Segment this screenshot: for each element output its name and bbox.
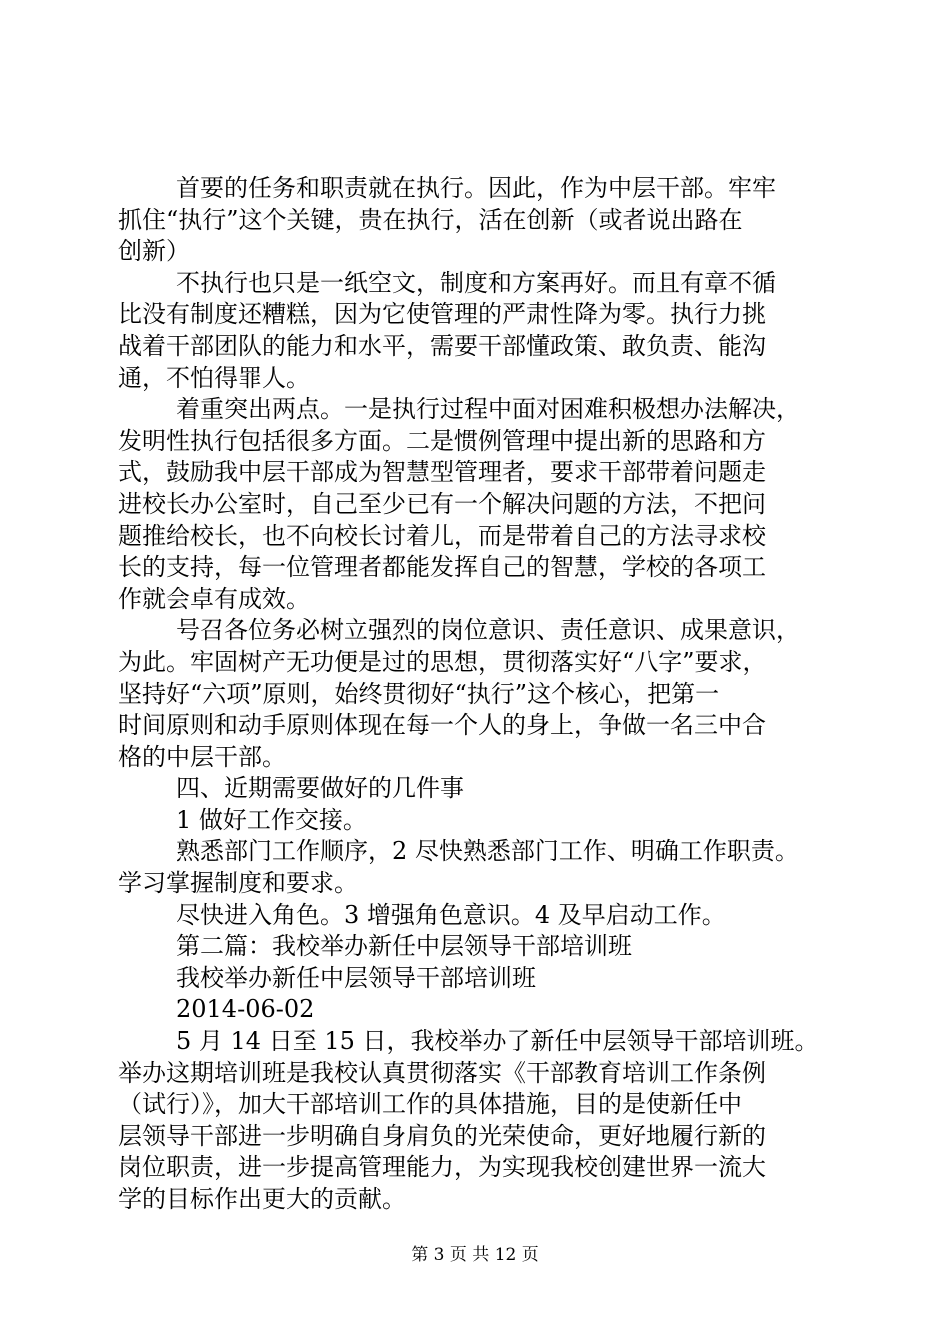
- text-line: 战着干部团队的能力和水平，需要干部懂政策、敢负责、能沟: [118, 331, 766, 360]
- text-line: 学习掌握制度和要求。: [118, 869, 358, 898]
- text-line: 四、近期需要做好的几件事: [176, 774, 464, 803]
- text-line: 为此。牢固树产无功便是过的思想，贯彻落实好“八字”要求，: [118, 647, 767, 676]
- text-line: 1 做好工作交接。: [176, 805, 367, 834]
- text-line: 学的目标作出更大的贡献。: [118, 1185, 406, 1213]
- text-line: 5 月 14 日至 15 日，我校举办了新任中层领导干部培训班。: [176, 1027, 819, 1056]
- text-line: 进校长办公室时，自己至少已有一个解决问题的方法，不把问: [118, 489, 766, 518]
- text-line: 坚持好“六项”原则，始终贯彻好“执行”这个核心，把第一: [118, 679, 720, 708]
- text-line: 尽快进入角色。3 增强角色意识。4 及早启动工作。: [176, 900, 726, 929]
- text-line: 第二篇：我校举办新任中层领导干部培训班: [176, 932, 632, 961]
- text-line: 比没有制度还糟糕，因为它使管理的严肃性降为零。执行力挑: [118, 300, 766, 329]
- text-line: 时间原则和动手原则体现在每一个人的身上，争做一名三中合: [118, 711, 766, 740]
- text-line: 发明性执行包括很多方面。二是惯例管理中提出新的思路和方: [118, 426, 766, 455]
- text-line: （试行）》，加大干部培训工作的具体措施，目的是使新任中: [118, 1090, 742, 1119]
- text-line: 号召各位务必树立强烈的岗位意识、责任意识、成果意识，: [176, 616, 800, 645]
- document-body: [118, 173, 842, 1216]
- text-line: 式，鼓励我中层干部成为智慧型管理者，要求干部带着问题走: [118, 458, 766, 487]
- text-line: 抓住“执行”这个关键，贵在执行，活在创新（或者说出路在: [118, 205, 743, 234]
- text-line: 2014-06-02: [176, 995, 315, 1024]
- text-line: 首要的任务和职责就在执行。因此，作为中层干部。牢牢: [176, 174, 776, 202]
- page-footer: 第 3 页 共 12 页: [411, 1245, 539, 1265]
- text-line: 举办这期培训班是我校认真贯彻落实《干部教育培训工作条例: [118, 1058, 766, 1087]
- text-line: 长的支持，每一位管理者都能发挥自己的智慧，学校的各项工: [118, 553, 766, 582]
- text-line: 熟悉部门工作顺序，2 尽快熟悉部门工作、明确工作职责。: [176, 837, 799, 866]
- text-line: 不执行也只是一纸空文，制度和方案再好。而且有章不循: [176, 268, 776, 297]
- text-line: 格的中层干部。: [118, 742, 286, 771]
- text-line: 作就会卓有成效。: [118, 584, 310, 613]
- text-line: 层领导干部进一步明确自身肩负的光荣使命，更好地履行新的: [118, 1121, 766, 1150]
- text-line: 题推给校长，也不向校长讨着儿，而是带着自己的方法寻求校: [118, 521, 766, 550]
- text-line: 通，不怕得罪人。: [118, 363, 310, 392]
- text-line: 岗位职责，进一步提高管理能力，为实现我校创建世界一流大: [118, 1153, 766, 1182]
- text-line: 创新）: [118, 237, 190, 266]
- text-line: 我校举办新任中层领导干部培训班: [176, 963, 536, 992]
- text-line: 着重突出两点。一是执行过程中面对困难积极想办法解决，: [176, 395, 800, 424]
